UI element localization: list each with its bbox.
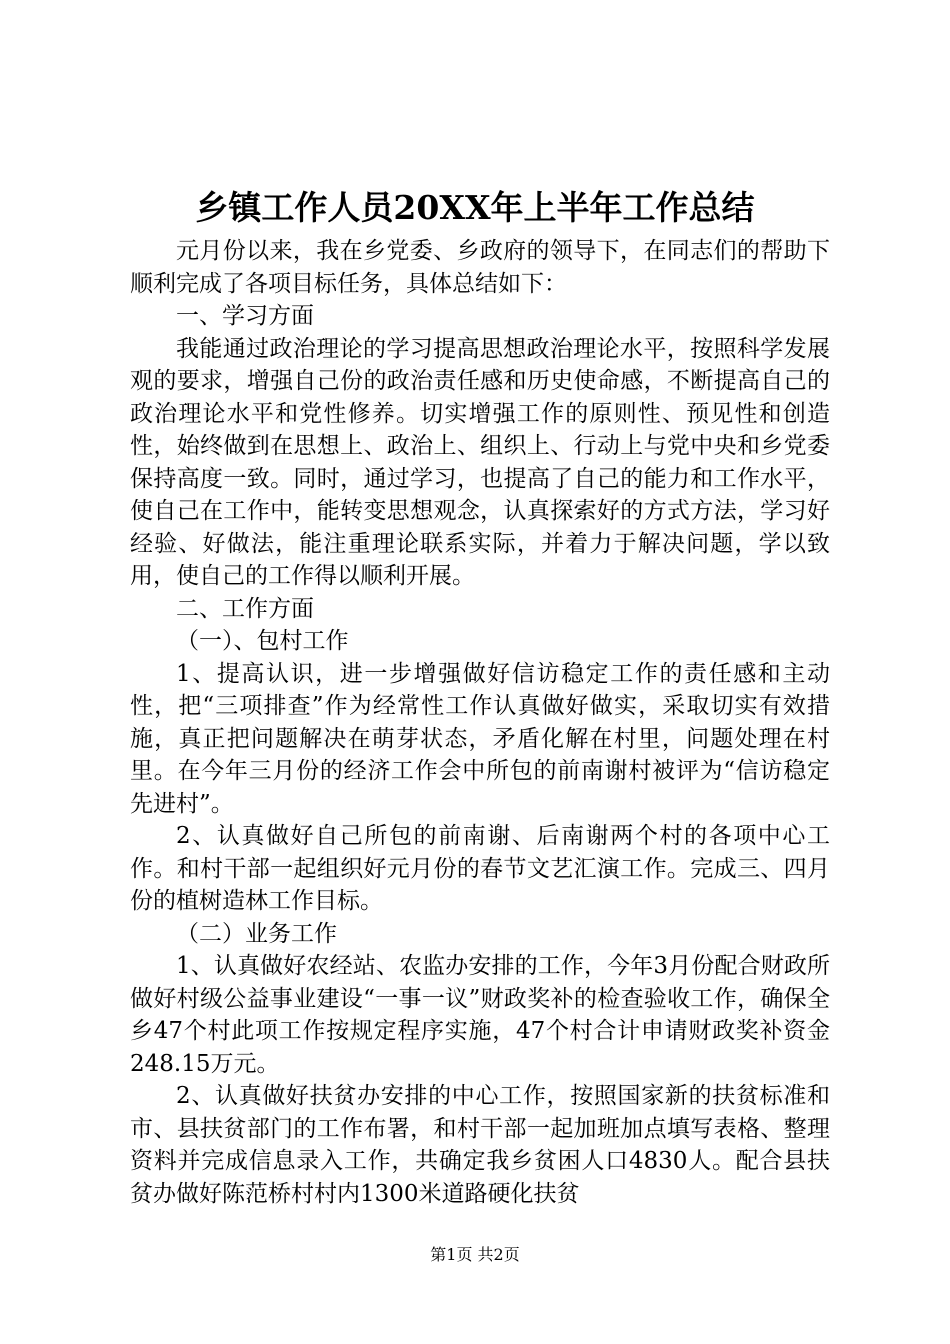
document-title: 乡镇工作人员20XX年上半年工作总结 [195,188,755,227]
subsection-heading-business: （二）业务工作 [176,920,337,947]
paragraph-business-2: 2、认真做好扶贫办安排的中心工作，按照国家新的扶贫标准和市、县扶贫部门的工作布署，和村干部一起加班加点填写表格、整理资料并完成信息录入工作，共确定我乡贫困人口4830人。配合县扶贫办做好陈范桥村村内1300米道路硬化扶贫 [130,1083,830,1207]
paragraph-village-1: 1、提高认识，进一步增强做好信访稳定工作的责任感和主动性，把“三项排查”作为经常性工作认真做好做实，采取切实有效措施，真正把问题解决在萌芽状态，矛盾化解在村里，问题处理在村里。在今年三月份的经济工作会中所包的前南谢村被评为“信访稳定先进村”。 [130,660,830,817]
page-footer: 第1页 共2页 [430,1245,520,1264]
paragraph-village-2: 2、认真做好自己所包的前南谢、后南谢两个村的各项中心工作。和村干部一起组织好元月份的春节文艺汇演工作。完成三、四月份的植树造林工作目标。 [130,823,830,914]
subsection-heading-village: （一）、包村工作 [176,628,349,654]
paragraph-study: 我能通过政治理论的学习提高思想政治理论水平，按照科学发展观的要求，增强自己份的政治责任感和历史使命感，不断提高自己的政治理论水平和党性修养。切实增强工作的原则性、预见性和创造性，始终做到在思想上、政治上、组织上、行动上与党中央和乡党委保持高度一致。同时，通过学习，也提高了自己的能力和工作水平，使自己在工作中，能转变思想观念，认真探索好的方式方法，学习好经验、好做法，能注重理论联系实际，并着力于解决问题，学以致用，使自己的工作得以顺利开展。 [130,335,830,589]
paragraph-intro: 元月份以来，我在乡党委、乡政府的领导下，在同志们的帮助下顺利完成了各项目标任务，具体总结如下： [130,238,830,297]
paragraph-business-1: 1、认真做好农经站、农监办安排的工作，今年3月份配合财政所做好村级公益事业建设“一事一议”财政奖补的检查验收工作，确保全乡47个村此项工作按规定程序实施，47个村合计申请财政奖补资金248.15万元。 [130,953,830,1077]
section-heading-work: 二、工作方面 [176,595,314,622]
section-heading-study: 一、学习方面 [176,303,314,329]
document-body [130,235,830,1210]
